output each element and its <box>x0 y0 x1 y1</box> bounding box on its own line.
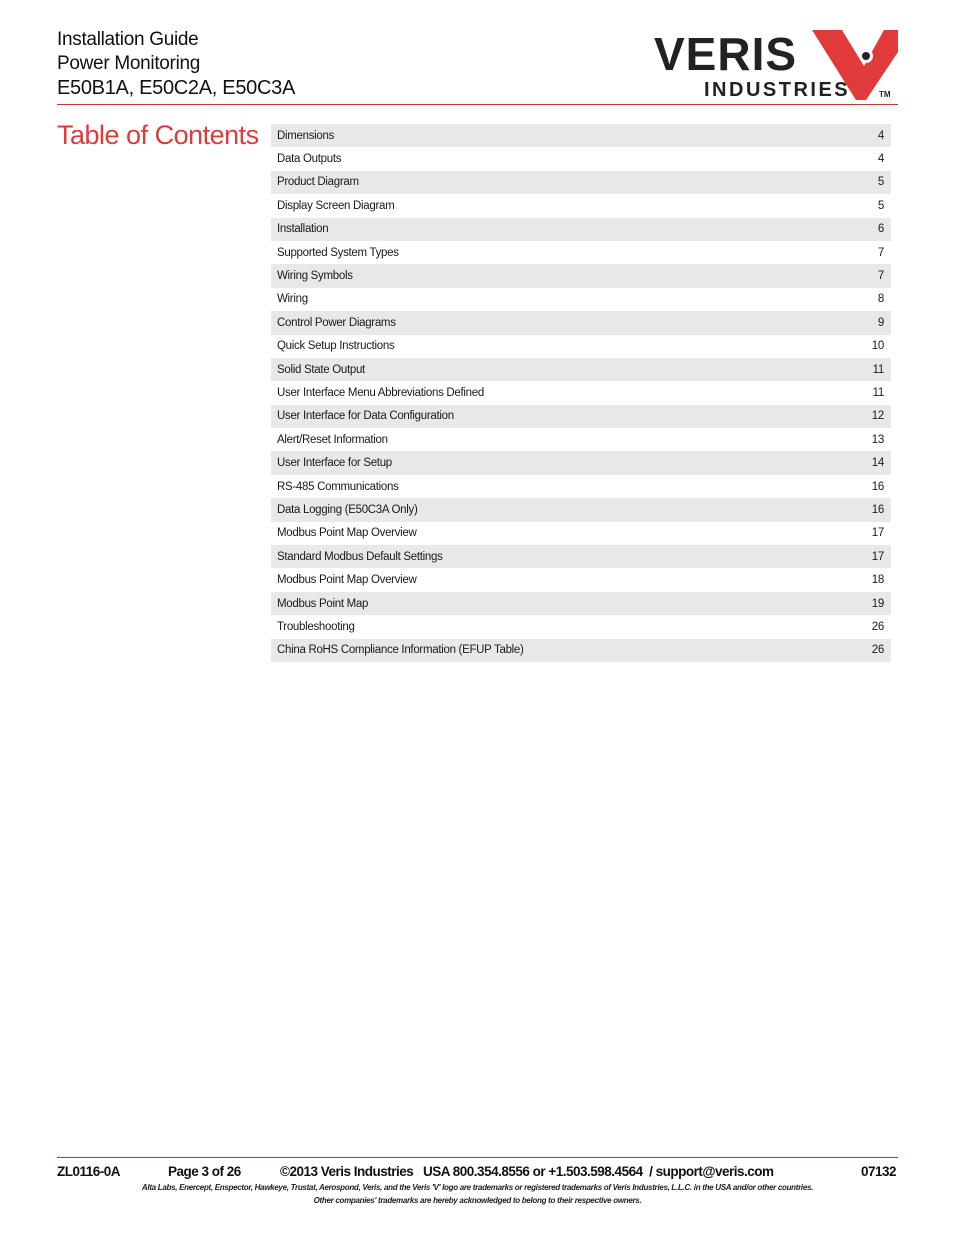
toc-entry-label: Product Diagram <box>277 176 359 189</box>
toc-entry-page: 8 <box>877 293 884 306</box>
footer-contact: ©2013 Veris Industries USA 800.354.8556 or +1.503.598.4564 / support@veris.com <box>280 1164 774 1179</box>
toc-entry-label: Installation <box>277 223 329 236</box>
toc-entry-label: Wiring Symbols <box>277 270 353 283</box>
footer-trademark-notice: Alta Labs, Enercept, Enspector, Hawkeye, Trustat, Aerospond, Veris, and the Veris 'V' logo are trademarks or registered trademarks of Veris Industries, L.L.C. in the USA and/or other countries. <box>141 1183 814 1192</box>
toc-entry-page: 16 <box>871 480 884 493</box>
toc-entry-label: Data Logging (E50C3A Only) <box>277 503 418 516</box>
toc-entry[interactable] <box>271 475 891 498</box>
toc-entry-page: 11 <box>872 386 884 399</box>
footer-divider <box>57 1157 898 1158</box>
toc-entry-page: 4 <box>877 153 884 166</box>
logo-sub-text: INDUSTRIES <box>704 79 851 101</box>
document-header <box>57 28 295 100</box>
toc-entry[interactable] <box>271 218 891 241</box>
toc-table <box>271 124 891 662</box>
toc-entry[interactable] <box>271 451 891 474</box>
toc-entry[interactable] <box>271 358 891 381</box>
toc-entry[interactable] <box>271 124 891 147</box>
toc-entry[interactable] <box>271 171 891 194</box>
toc-entry-page: 13 <box>871 433 884 446</box>
toc-entry[interactable] <box>271 335 891 358</box>
toc-entry[interactable] <box>271 311 891 334</box>
toc-entry[interactable] <box>271 428 891 451</box>
toc-entry-label: Modbus Point Map Overview <box>277 527 417 540</box>
toc-entry-label: Standard Modbus Default Settings <box>277 550 443 563</box>
header-doc-type: Installation Guide <box>57 29 199 50</box>
logo-brand-text: VERIS <box>654 28 798 80</box>
toc-entry[interactable] <box>271 194 891 217</box>
toc-entry-label: Supported System Types <box>277 246 399 259</box>
toc-entry-page: 14 <box>871 457 884 470</box>
toc-entry-page: 6 <box>877 223 884 236</box>
toc-entry-page: 9 <box>877 316 884 329</box>
footer-doc-id: ZL0116-0A <box>57 1164 121 1179</box>
toc-entry-page: 19 <box>871 597 884 610</box>
toc-entry[interactable] <box>271 264 891 287</box>
toc-entry[interactable] <box>271 592 891 615</box>
toc-entry-label: Modbus Point Map Overview <box>277 574 417 587</box>
toc-entry-label: Solid State Output <box>277 363 365 376</box>
toc-entry[interactable] <box>271 381 891 404</box>
toc-entry-page: 10 <box>871 340 884 353</box>
toc-entry[interactable] <box>271 288 891 311</box>
toc-entry-label: RS-485 Communications <box>277 480 399 493</box>
toc-entry-page: 12 <box>871 410 884 423</box>
toc-entry[interactable] <box>271 498 891 521</box>
toc-entry-page: 18 <box>871 574 884 587</box>
toc-entry[interactable] <box>271 147 891 170</box>
toc-entry[interactable] <box>271 639 891 662</box>
toc-entry-label: Modbus Point Map <box>277 597 369 610</box>
toc-entry-label: Dimensions <box>277 129 335 142</box>
toc-entry-page: 26 <box>871 644 884 657</box>
toc-entry[interactable] <box>271 615 891 638</box>
toc-entry-page: 7 <box>877 246 884 259</box>
footer-page-number: Page 3 of 26 <box>168 1164 241 1179</box>
toc-entry-page: 11 <box>872 363 884 376</box>
toc-entry-label: Control Power Diagrams <box>277 316 396 329</box>
header-product-line: Power Monitoring <box>57 53 201 74</box>
footer-trademark-others: Other companies' trademarks are hereby acknowledged to belong to their respective owners. <box>313 1196 642 1205</box>
toc-entry[interactable] <box>271 405 891 428</box>
header-divider <box>57 104 898 105</box>
veris-logo <box>652 22 900 102</box>
toc-title: Table of Contents <box>57 120 259 150</box>
toc-entry-label: User Interface Menu Abbreviations Defined <box>277 386 484 399</box>
toc-entry[interactable] <box>271 568 891 591</box>
toc-entry[interactable] <box>271 241 891 264</box>
toc-entry-label: Wiring <box>277 293 308 306</box>
toc-entry-label: User Interface for Setup <box>277 457 392 470</box>
toc-entry-page: 7 <box>877 270 884 283</box>
logo-tm: TM <box>879 90 891 99</box>
toc-entry[interactable] <box>271 545 891 568</box>
toc-entry-page: 16 <box>871 503 884 516</box>
toc-entry-label: China RoHS Compliance Information (EFUP Table) <box>277 644 524 657</box>
toc-entry-page: 5 <box>877 199 884 212</box>
toc-entry[interactable] <box>271 522 891 545</box>
toc-entry-page: 17 <box>871 550 884 563</box>
footer-code: 07132 <box>861 1164 897 1179</box>
toc-entry-label: Alert/Reset Information <box>277 433 388 446</box>
toc-entry-page: 17 <box>871 527 884 540</box>
toc-entry-label: Data Outputs <box>277 153 342 166</box>
toc-entry-label: Troubleshooting <box>277 620 355 633</box>
toc-entry-page: 5 <box>877 176 884 189</box>
toc-entry-page: 4 <box>877 129 884 142</box>
toc-entry-label: Display Screen Diagram <box>277 199 395 212</box>
toc-entry-page: 26 <box>871 620 884 633</box>
toc-entry-label: User Interface for Data Configuration <box>277 410 454 423</box>
toc-entry-label: Quick Setup Instructions <box>277 340 395 353</box>
header-models: E50B1A, E50C2A, E50C3A <box>57 77 295 99</box>
